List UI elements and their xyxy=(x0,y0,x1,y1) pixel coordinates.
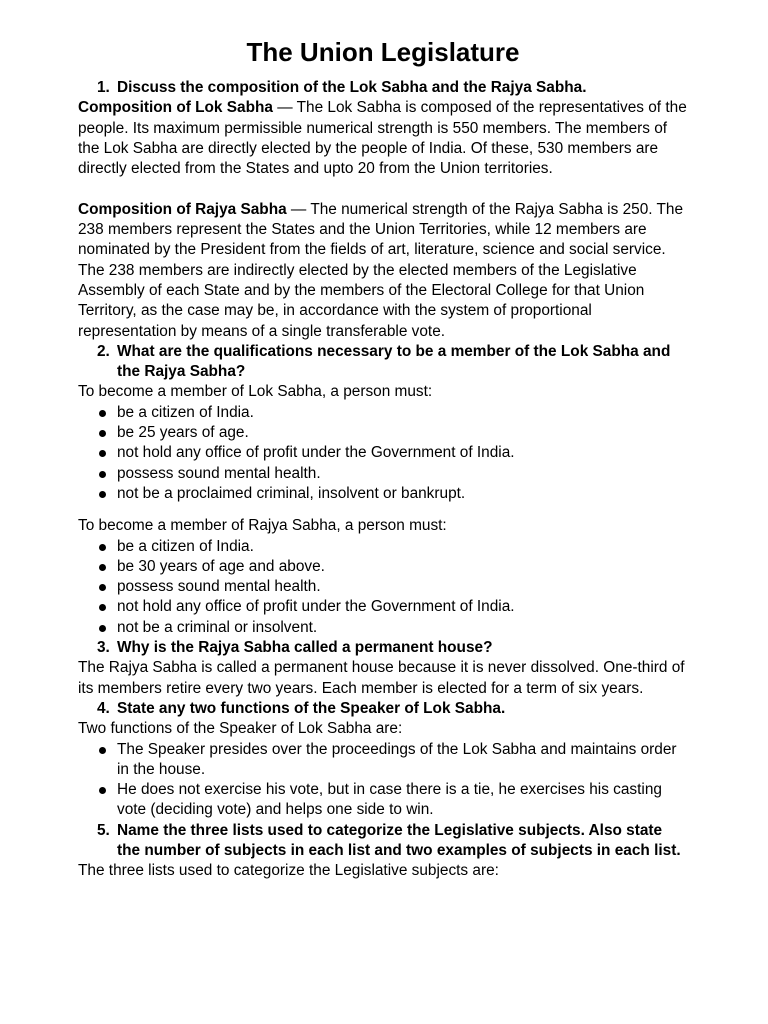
list-item: not hold any office of profit under the Government of India. xyxy=(78,443,688,463)
question-number: 4. xyxy=(97,699,110,717)
question-text: Name the three lists used to categorize the Legislative subjects. Also state the number of subjects in each list and two examples of subjects in each list. xyxy=(117,821,681,859)
page-title: The Union Legislature xyxy=(246,37,520,67)
question-text: What are the qualifications necessary to be a member of the Lok Sabha and the Rajya Sabha? xyxy=(117,342,671,381)
question-3 xyxy=(78,638,688,658)
list-item: possess sound mental health. xyxy=(78,464,688,484)
list-item: be 25 years of age. xyxy=(78,423,688,443)
lok-sabha-qualifications-list xyxy=(78,403,688,504)
question-2 xyxy=(78,342,688,383)
question-text: Discuss the composition of the Lok Sabha and the Rajya Sabha. xyxy=(117,79,587,96)
rajya-sabha-composition xyxy=(78,200,688,342)
list-item: be a citizen of India. xyxy=(78,537,688,557)
question-text: State any two functions of the Speaker of Lok Sabha. xyxy=(117,699,506,717)
rajya-sabha-text: — The numerical strength of the Rajya Sabha is 250. The 238 members represent the States and the Union Territories, while 12 members are nominated by the President from the fields of art, literature, science and social service. The 238 members are indirectly elected by the elected members of the Legislative Assembly of each State and by the members of the Electoral College for that Union Territory, as the case may be, in accordance with the system of proportional representation by means of a single transferable vote. xyxy=(78,200,684,340)
permanent-house-answer: The Rajya Sabha is called a permanent house because it is never dissolved. One-third of its members retire every two years. Each member is elected for a term of six years. xyxy=(78,659,685,697)
speaker-functions-list xyxy=(78,740,688,821)
list-item: be 30 years of age and above. xyxy=(78,557,688,577)
lok-sabha-text: — The Lok Sabha is composed of the representatives of the people. Its maximum permissible numerical strength is 550 members. The members of the Lok Sabha are directly elected by the people of India. Of these, 530 members are directly elected from the States and upto 20 from the Union territories. xyxy=(78,99,687,178)
lok-sabha-heading: Composition of Lok Sabha xyxy=(78,99,273,117)
rajya-sabha-qualifications-intro: To become a member of Rajya Sabha, a person must: xyxy=(78,517,447,535)
lok-sabha-composition xyxy=(78,98,688,179)
question-text: Why is the Rajya Sabha called a permanent house? xyxy=(117,639,493,657)
question-number: 3. xyxy=(97,639,110,657)
question-number: 2. xyxy=(97,342,110,360)
question-5 xyxy=(78,821,688,862)
list-item: He does not exercise his vote, but in case there is a tie, he exercises his casting vote (deciding vote) and helps one side to win. xyxy=(78,780,688,821)
list-item: not be a criminal or insolvent. xyxy=(78,618,688,638)
rajya-sabha-qualifications-list xyxy=(78,537,688,638)
speaker-functions-intro: Two functions of the Speaker of Lok Sabha are: xyxy=(78,720,403,738)
rajya-sabha-heading: Composition of Rajya Sabha xyxy=(78,200,287,218)
list-item: be a citizen of India. xyxy=(78,403,688,423)
list-item: possess sound mental health. xyxy=(78,577,688,597)
list-item: not hold any office of profit under the Government of India. xyxy=(78,597,688,617)
question-1 xyxy=(78,78,688,98)
lok-sabha-qualifications-intro: To become a member of Lok Sabha, a person must: xyxy=(78,383,433,401)
list-item: not be a proclaimed criminal, insolvent or bankrupt. xyxy=(78,484,688,504)
legislative-lists-intro: The three lists used to categorize the Legislative subjects are: xyxy=(78,862,499,880)
question-4 xyxy=(78,699,688,719)
question-number: 1. xyxy=(97,79,110,96)
question-number: 5. xyxy=(97,821,110,839)
list-item: The Speaker presides over the proceedings of the Lok Sabha and maintains order in the house. xyxy=(78,740,688,781)
